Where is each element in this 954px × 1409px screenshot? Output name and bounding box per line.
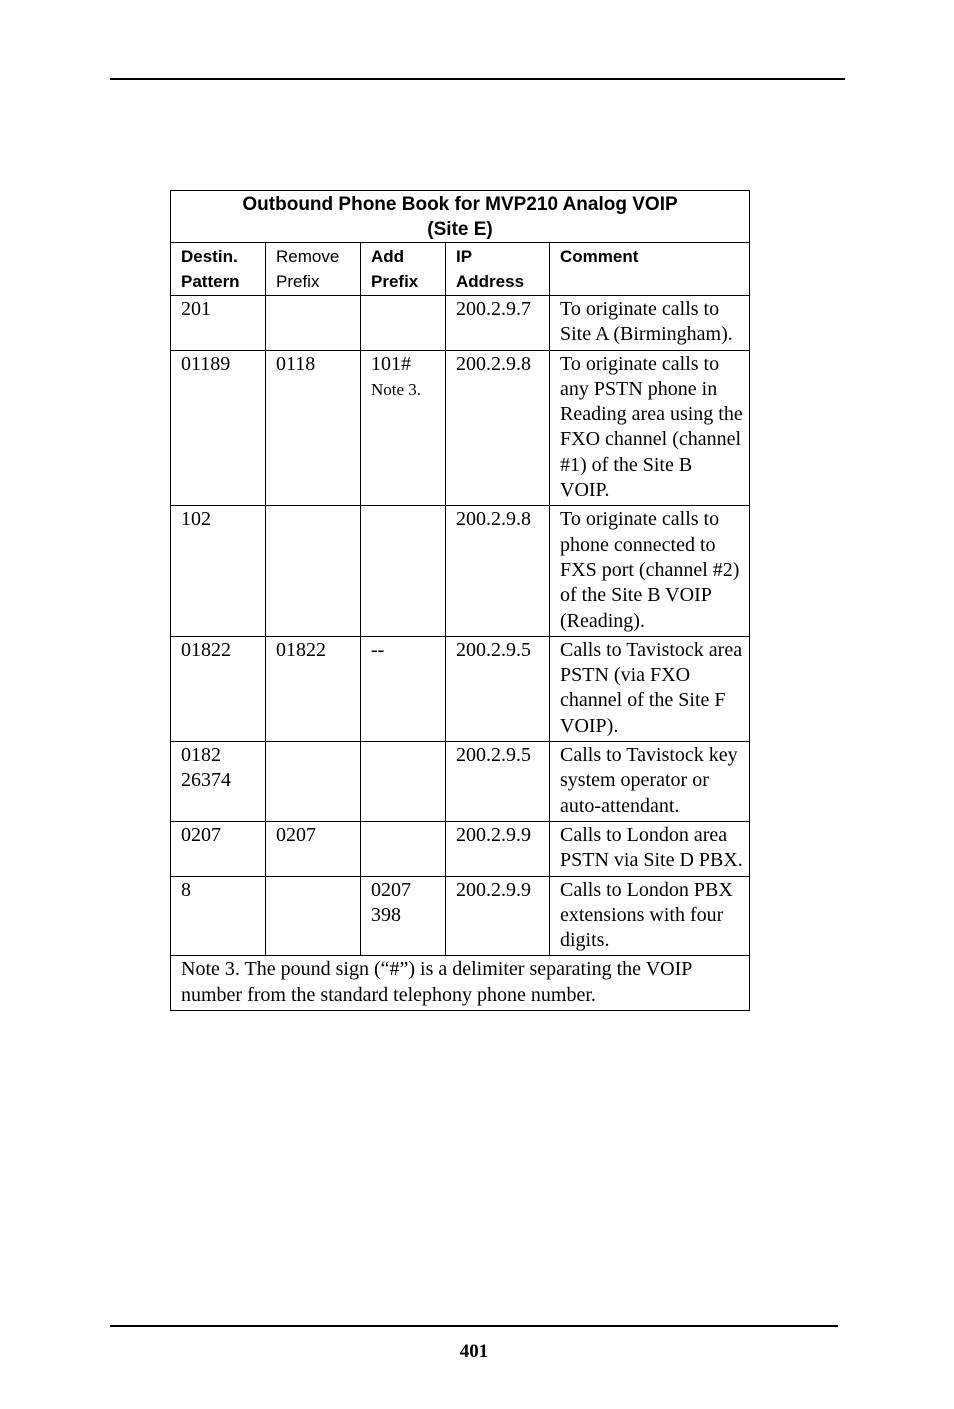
table-header-row xyxy=(171,243,750,296)
cell-destin: 0207 xyxy=(171,821,266,876)
table-row xyxy=(171,742,750,822)
cell-add: -- xyxy=(361,636,446,741)
cell-ip: 200.2.9.8 xyxy=(446,506,550,636)
cell-remove: 01822 xyxy=(266,636,361,741)
table-row xyxy=(171,296,750,351)
cell-add xyxy=(361,350,446,506)
cell-ip: 200.2.9.8 xyxy=(446,350,550,506)
cell-add xyxy=(361,296,446,351)
footer-rule xyxy=(110,1325,838,1327)
cell-remove xyxy=(266,296,361,351)
cell-ip: 200.2.9.9 xyxy=(446,876,550,956)
cell-destin: 201 xyxy=(171,296,266,351)
cell-comment: Calls to London PBX extensions with four digits. xyxy=(550,876,750,956)
header-destin-pattern xyxy=(171,243,266,296)
table-row xyxy=(171,506,750,636)
cell-add: 0207 398 xyxy=(361,876,446,956)
cell-add-value: 101# xyxy=(371,352,411,375)
cell-comment: To originate calls to phone connected to FXS port (channel #2) of the Site B VOIP (Reading). xyxy=(550,506,750,636)
cell-comment: Calls to Tavistock key system operator or auto-attendant. xyxy=(550,742,750,822)
header-rule xyxy=(110,78,845,80)
cell-destin: 8 xyxy=(171,876,266,956)
cell-ip: 200.2.9.5 xyxy=(446,742,550,822)
header-destin-line-1: Destin. xyxy=(181,247,238,266)
table-row xyxy=(171,350,750,506)
header-add-line-1: Add xyxy=(371,247,405,266)
header-remove-line-1: Remove xyxy=(276,247,340,266)
table-row xyxy=(171,821,750,876)
cell-ip: 200.2.9.7 xyxy=(446,296,550,351)
table-title-line-1: Outbound Phone Book for MVP210 Analog VOIP xyxy=(242,194,678,215)
header-remove-line-2: Prefix xyxy=(276,272,320,291)
header-add-prefix xyxy=(361,243,446,296)
cell-remove: 0118 xyxy=(266,350,361,506)
table-title-line-2: (Site E) xyxy=(427,219,493,240)
table-row xyxy=(171,876,750,956)
cell-comment: To originate calls to Site A (Birmingham). xyxy=(550,296,750,351)
cell-remove xyxy=(266,742,361,822)
table-footnote: Note 3. The pound sign (“#”) is a delimiter separating the VOIP number from the standard telephony phone number. xyxy=(171,956,750,1011)
header-ip-address xyxy=(446,243,550,296)
cell-destin: 01189 xyxy=(171,350,266,506)
cell-add xyxy=(361,821,446,876)
cell-comment: To originate calls to any PSTN phone in Reading area using the FXO channel (channel #1) of the Site B VOIP. xyxy=(550,350,750,506)
cell-destin: 0182 26374 xyxy=(171,742,266,822)
cell-remove: 0207 xyxy=(266,821,361,876)
table-row xyxy=(171,636,750,741)
cell-destin: 102 xyxy=(171,506,266,636)
header-destin-line-2: Pattern xyxy=(181,272,240,291)
page-number: 401 xyxy=(459,1341,489,1362)
cell-remove xyxy=(266,506,361,636)
table-title-row xyxy=(171,191,750,243)
header-comment: Comment xyxy=(550,243,750,296)
cell-add xyxy=(361,506,446,636)
cell-comment: Calls to Tavistock area PSTN (via FXO channel of the Site F VOIP). xyxy=(550,636,750,741)
cell-destin: 01822 xyxy=(171,636,266,741)
header-add-line-2: Prefix xyxy=(371,272,419,291)
header-remove-prefix xyxy=(266,243,361,296)
cell-ip: 200.2.9.9 xyxy=(446,821,550,876)
table-title xyxy=(171,191,750,243)
cell-ip: 200.2.9.5 xyxy=(446,636,550,741)
cell-comment: Calls to London area PSTN via Site D PBX. xyxy=(550,821,750,876)
cell-remove xyxy=(266,876,361,956)
header-ip-line-2: Address xyxy=(456,272,525,291)
cell-add-note-ref: Note 3. xyxy=(371,379,422,399)
header-ip-line-1: IP xyxy=(456,247,473,266)
table-footnote-row xyxy=(171,956,750,1011)
cell-add xyxy=(361,742,446,822)
outbound-phone-book-table xyxy=(170,190,750,1011)
